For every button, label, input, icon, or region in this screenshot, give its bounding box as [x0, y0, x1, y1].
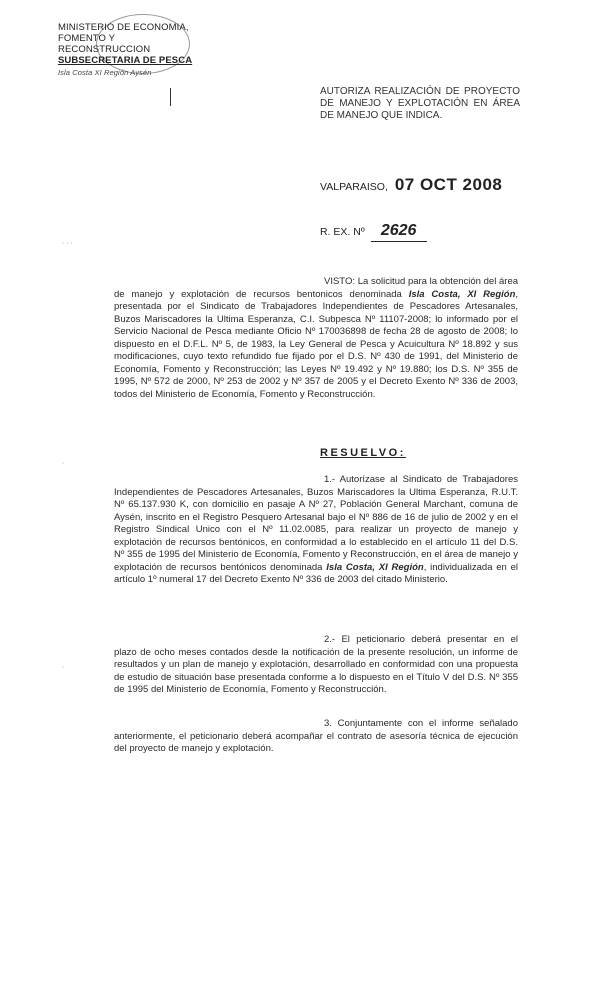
item-2 — [114, 634, 518, 697]
ministry-line-2: FOMENTO Y RECONSTRUCCION — [58, 33, 151, 55]
item-3 — [114, 718, 518, 756]
item-1-lead: 1.- — [324, 474, 336, 485]
resolution-subject: AUTORIZA REALIZACIÓN DE PROYECTO DE MANEJO Y EXPLOTACIÓN EN ÁREA DE MANEJO QUE INDICA. — [320, 86, 520, 121]
rex-number: 2626 — [371, 222, 427, 242]
item-2-text: El peticionario deberá presentar en el plazo de ocho meses contados desde la notificación de la presente resolución, un informe de resultados y un plan de manejo y explotación, desarrollado en conformidad con una propuesta de estudio de situación base presentada conforme a lo dispuesto en el Título V del D.S. Nº 355 de 1995 del Ministerio de Economía, Fomento y Reconstrucción. — [114, 634, 519, 695]
seal-mark — [170, 88, 171, 106]
resuelvo-heading: RESUELVO: — [320, 447, 406, 459]
item-3-text: Conjuntamente con el informe señalado anteriormente, el peticionario deberá acompañar el contrato de asesoría técnica de ejecución del proyecto de manejo y explotación. — [114, 718, 518, 754]
ministry-header — [58, 22, 208, 78]
item-1-text: Autorízase al Sindicato de Trabajadores Independientes de Pescadores Artesanales, Buzos Mariscadores la Ultima Esperanza, R.U.T. Nº 65.137.930 K, con domicilio en pasaje A Nº 27, Población General Marchant, comuna de Aysén, inscrito en el Registro Pesquero Artesanal bajo el Nº 886 de 16 de julio de 2002 y en el Registro Sindical Unico con el Nº 11.02.0085, para realizar un proyecto de manejo y explotación de recursos bentónicos, en conformidad a lo establecido en el artículo 11 del D.S. Nº 355 de 1995 del Ministerio de Economía, Fomento y Reconstrucción, en el área de manejo y explotación de recursos bentónicos denominada — [114, 474, 518, 573]
visto-text-after: , presentada por el Sindicato de Trabajadores Independientes de Pescadores Artesanales, Buzos Mariscadores la Ultima Esperanza, C.I. Subpesca Nº 11107-2008; lo informado por el Servicio Nacional de Pesca mediante Oficio Nº 170036898 de fecha 28 de agosto de 2008; lo dispuesto en el D.F.L. Nº 5, de 1983, la Ley General de Pesca y Acuicultura Nº 18.892 y sus modificaciones, cuyo texto refundido fue fijado por el D.S. Nº 430 de 1991, del Ministerio de Economía, Fomento y Reconstrucción; las Leyes Nº 19.492 y Nº 19.880; los D.S. Nº 355 de 1995, Nº 572 de 2000, Nº 253 de 2002 y Nº 357 de 2005 y el Decreto Exento Nº 336 de 2003, todos del Ministerio de Economía, Fomento y Reconstrucción. — [114, 288, 519, 400]
ministry-line-1: MINISTERIO DE ECONOMIA, — [58, 22, 189, 33]
item-1-area-name: Isla Costa, XI Región — [326, 561, 424, 573]
ministry-line-3: SUBSECRETARIA DE PESCA — [58, 55, 193, 66]
visto-paragraph — [114, 276, 518, 401]
rex-label: R. EX. Nº — [320, 226, 365, 238]
place-date — [320, 175, 502, 195]
margin-mark: · · · — [62, 240, 73, 247]
item-1 — [114, 474, 518, 587]
item-2-lead: 2.- — [324, 634, 336, 645]
visto-text: La solicitud para la obtención del área de manejo y explotación de recursos bentonicos denominada — [114, 276, 519, 300]
item-1-text-after: , individualizada en el artículo 1º numeral 17 del Decreto Exento Nº 336 de 2003 del citado Ministerio. — [114, 561, 519, 585]
margin-mark: · — [62, 460, 65, 467]
date-stamp: 07 OCT 2008 — [394, 175, 503, 194]
margin-mark: · — [62, 664, 65, 671]
visto-area-name: Isla Costa, XI Región — [408, 288, 516, 300]
resolution-number — [320, 222, 427, 242]
item-3-lead: 3. — [324, 718, 332, 729]
visto-lead: VISTO: — [324, 276, 355, 287]
place: VALPARAISO, — [320, 181, 388, 193]
ministry-line-4: Isla Costa XI Región Aysén — [58, 68, 152, 77]
